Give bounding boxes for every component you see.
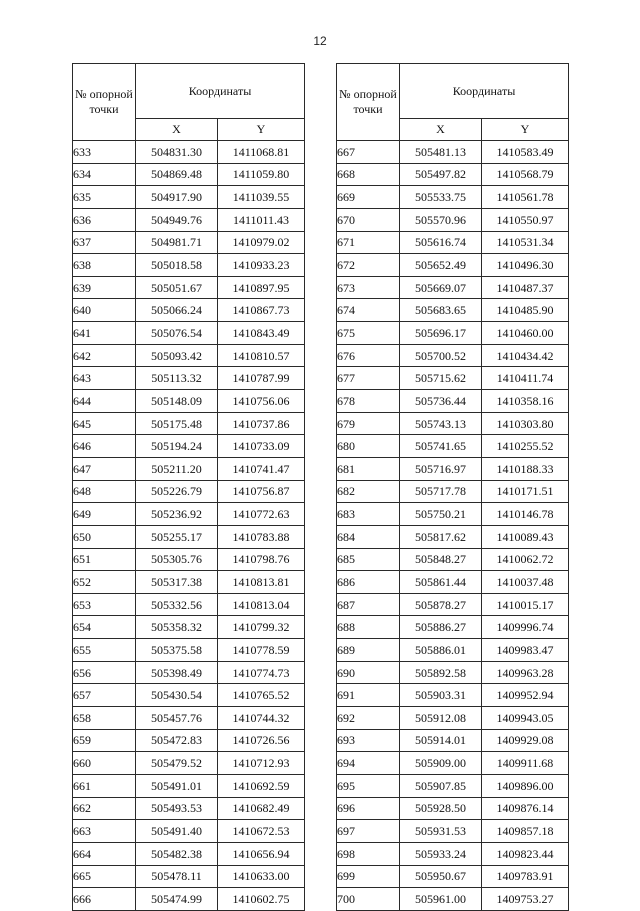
- x-coordinate-cell: 504981.71: [136, 231, 218, 254]
- table-row: [337, 774, 569, 797]
- y-coordinate-cell: 1409943.05: [482, 707, 569, 730]
- x-coordinate-cell: 505175.48: [136, 412, 218, 435]
- x-coordinate-cell: 505332.56: [136, 593, 218, 616]
- y-coordinate-cell: 1410692.59: [218, 774, 305, 797]
- point-number-cell: 695: [337, 774, 400, 797]
- table-row: [73, 435, 305, 458]
- y-coordinate-cell: 1410146.78: [482, 503, 569, 526]
- y-coordinate-cell: 1410756.06: [218, 390, 305, 413]
- y-coordinate-cell: 1410778.59: [218, 639, 305, 662]
- y-coordinate-cell: 1410411.74: [482, 367, 569, 390]
- point-number-cell: 684: [337, 525, 400, 548]
- header-y: Y: [218, 119, 305, 141]
- table-row: [73, 390, 305, 413]
- table-row: [73, 254, 305, 277]
- x-coordinate-cell: 505482.38: [136, 842, 218, 865]
- table-row: [73, 503, 305, 526]
- point-number-cell: 649: [73, 503, 136, 526]
- table-body-right: [337, 141, 569, 911]
- y-coordinate-cell: 1409963.28: [482, 661, 569, 684]
- point-number-cell: 656: [73, 661, 136, 684]
- point-number-cell: 692: [337, 707, 400, 730]
- table-row: [337, 593, 569, 616]
- y-coordinate-cell: 1409876.14: [482, 797, 569, 820]
- table-row: [337, 639, 569, 662]
- table-row: [337, 820, 569, 843]
- point-number-cell: 677: [337, 367, 400, 390]
- point-number-cell: 700: [337, 888, 400, 911]
- table-row: [337, 299, 569, 322]
- x-coordinate-cell: 505878.27: [400, 593, 482, 616]
- table-row: [337, 548, 569, 571]
- point-number-cell: 640: [73, 299, 136, 322]
- point-number-cell: 681: [337, 457, 400, 480]
- point-number-cell: 659: [73, 729, 136, 752]
- y-coordinate-cell: 1409929.08: [482, 729, 569, 752]
- point-number-cell: 665: [73, 865, 136, 888]
- x-coordinate-cell: 505398.49: [136, 661, 218, 684]
- x-coordinate-cell: 505886.01: [400, 639, 482, 662]
- table-row: [73, 571, 305, 594]
- point-number-cell: 682: [337, 480, 400, 503]
- y-coordinate-cell: 1410897.95: [218, 276, 305, 299]
- x-coordinate-cell: 505358.32: [136, 616, 218, 639]
- point-number-cell: 676: [337, 344, 400, 367]
- x-coordinate-cell: 505375.58: [136, 639, 218, 662]
- y-coordinate-cell: 1410531.34: [482, 231, 569, 254]
- y-coordinate-cell: 1409952.94: [482, 684, 569, 707]
- x-coordinate-cell: 505066.24: [136, 299, 218, 322]
- table-row: [73, 661, 305, 684]
- table-row: [73, 480, 305, 503]
- y-coordinate-cell: 1410787.99: [218, 367, 305, 390]
- y-coordinate-cell: 1410089.43: [482, 525, 569, 548]
- table-row: [337, 571, 569, 594]
- point-number-cell: 643: [73, 367, 136, 390]
- table-row: [337, 163, 569, 186]
- x-coordinate-cell: 505736.44: [400, 390, 482, 413]
- point-number-cell: 658: [73, 707, 136, 730]
- y-coordinate-cell: 1410756.87: [218, 480, 305, 503]
- y-coordinate-cell: 1410303.80: [482, 412, 569, 435]
- table-row: [337, 707, 569, 730]
- x-coordinate-cell: 505211.20: [136, 457, 218, 480]
- point-number-cell: 674: [337, 299, 400, 322]
- y-coordinate-cell: 1410188.33: [482, 457, 569, 480]
- table-row: [73, 344, 305, 367]
- x-coordinate-cell: 505113.32: [136, 367, 218, 390]
- point-number-cell: 694: [337, 752, 400, 775]
- point-number-cell: 648: [73, 480, 136, 503]
- y-coordinate-cell: 1410783.88: [218, 525, 305, 548]
- x-coordinate-cell: 505750.21: [400, 503, 482, 526]
- x-coordinate-cell: 504949.76: [136, 208, 218, 231]
- point-number-cell: 693: [337, 729, 400, 752]
- point-number-cell: 662: [73, 797, 136, 820]
- y-coordinate-cell: 1410062.72: [482, 548, 569, 571]
- x-coordinate-cell: 505491.01: [136, 774, 218, 797]
- x-coordinate-cell: 505933.24: [400, 842, 482, 865]
- table-row: [337, 661, 569, 684]
- point-number-cell: 678: [337, 390, 400, 413]
- point-number-cell: 668: [337, 163, 400, 186]
- table-row: [73, 412, 305, 435]
- y-coordinate-cell: 1410737.86: [218, 412, 305, 435]
- point-number-cell: 642: [73, 344, 136, 367]
- point-number-cell: 636: [73, 208, 136, 231]
- coordinates-table-right: [336, 63, 569, 911]
- table-row: [337, 684, 569, 707]
- y-coordinate-cell: 1410798.76: [218, 548, 305, 571]
- point-number-cell: 683: [337, 503, 400, 526]
- table-row: [337, 729, 569, 752]
- table-row: [337, 412, 569, 435]
- point-number-cell: 671: [337, 231, 400, 254]
- x-coordinate-cell: 505497.82: [400, 163, 482, 186]
- x-coordinate-cell: 505892.58: [400, 661, 482, 684]
- table-row: [73, 752, 305, 775]
- table-row: [73, 208, 305, 231]
- x-coordinate-cell: 505914.01: [400, 729, 482, 752]
- y-coordinate-cell: 1409823.44: [482, 842, 569, 865]
- y-coordinate-cell: 1410656.94: [218, 842, 305, 865]
- point-number-cell: 660: [73, 752, 136, 775]
- x-coordinate-cell: 505474.99: [136, 888, 218, 911]
- x-coordinate-cell: 505715.62: [400, 367, 482, 390]
- y-coordinate-cell: 1411011.43: [218, 208, 305, 231]
- y-coordinate-cell: 1410867.73: [218, 299, 305, 322]
- x-coordinate-cell: 505817.62: [400, 525, 482, 548]
- table-row: [73, 163, 305, 186]
- header-x: X: [400, 119, 482, 141]
- x-coordinate-cell: 505491.40: [136, 820, 218, 843]
- y-coordinate-cell: 1410843.49: [218, 322, 305, 345]
- y-coordinate-cell: 1410496.30: [482, 254, 569, 277]
- header-point-number: № опорной точки: [73, 64, 136, 141]
- table-row: [73, 729, 305, 752]
- point-number-cell: 646: [73, 435, 136, 458]
- point-number-cell: 680: [337, 435, 400, 458]
- table-row: [337, 231, 569, 254]
- x-coordinate-cell: 505457.76: [136, 707, 218, 730]
- y-coordinate-cell: 1410810.57: [218, 344, 305, 367]
- y-coordinate-cell: 1410561.78: [482, 186, 569, 209]
- point-number-cell: 696: [337, 797, 400, 820]
- point-number-cell: 687: [337, 593, 400, 616]
- y-coordinate-cell: 1410813.04: [218, 593, 305, 616]
- point-number-cell: 655: [73, 639, 136, 662]
- point-number-cell: 647: [73, 457, 136, 480]
- x-coordinate-cell: 505696.17: [400, 322, 482, 345]
- y-coordinate-cell: 1410460.00: [482, 322, 569, 345]
- x-coordinate-cell: 504831.30: [136, 141, 218, 164]
- x-coordinate-cell: 505907.85: [400, 774, 482, 797]
- point-number-cell: 637: [73, 231, 136, 254]
- point-number-cell: 686: [337, 571, 400, 594]
- x-coordinate-cell: 505148.09: [136, 390, 218, 413]
- point-number-cell: 663: [73, 820, 136, 843]
- y-coordinate-cell: 1409896.00: [482, 774, 569, 797]
- y-coordinate-cell: 1410765.52: [218, 684, 305, 707]
- header-y: Y: [482, 119, 569, 141]
- x-coordinate-cell: 505669.07: [400, 276, 482, 299]
- point-number-cell: 635: [73, 186, 136, 209]
- x-coordinate-cell: 505236.92: [136, 503, 218, 526]
- x-coordinate-cell: 505683.65: [400, 299, 482, 322]
- point-number-cell: 685: [337, 548, 400, 571]
- point-number-cell: 688: [337, 616, 400, 639]
- x-coordinate-cell: 505886.27: [400, 616, 482, 639]
- x-coordinate-cell: 505652.49: [400, 254, 482, 277]
- x-coordinate-cell: 505570.96: [400, 208, 482, 231]
- point-number-cell: 666: [73, 888, 136, 911]
- x-coordinate-cell: 505478.11: [136, 865, 218, 888]
- x-coordinate-cell: 505861.44: [400, 571, 482, 594]
- y-coordinate-cell: 1409983.47: [482, 639, 569, 662]
- x-coordinate-cell: 504917.90: [136, 186, 218, 209]
- point-number-cell: 650: [73, 525, 136, 548]
- y-coordinate-cell: 1410979.02: [218, 231, 305, 254]
- y-coordinate-cell: 1410583.49: [482, 141, 569, 164]
- table-row: [73, 774, 305, 797]
- table-row: [337, 435, 569, 458]
- y-coordinate-cell: 1411068.81: [218, 141, 305, 164]
- table-row: [73, 367, 305, 390]
- table-row: [337, 457, 569, 480]
- y-coordinate-cell: 1410602.75: [218, 888, 305, 911]
- y-coordinate-cell: 1409911.68: [482, 752, 569, 775]
- x-coordinate-cell: 505716.97: [400, 457, 482, 480]
- y-coordinate-cell: 1410733.09: [218, 435, 305, 458]
- point-number-cell: 633: [73, 141, 136, 164]
- point-number-cell: 644: [73, 390, 136, 413]
- point-number-cell: 698: [337, 842, 400, 865]
- y-coordinate-cell: 1410434.42: [482, 344, 569, 367]
- x-coordinate-cell: 505931.53: [400, 820, 482, 843]
- x-coordinate-cell: 505317.38: [136, 571, 218, 594]
- table-row: [73, 141, 305, 164]
- point-number-cell: 639: [73, 276, 136, 299]
- table-row: [73, 842, 305, 865]
- table-row: [337, 842, 569, 865]
- table-row: [337, 480, 569, 503]
- table-row: [73, 322, 305, 345]
- y-coordinate-cell: 1410485.90: [482, 299, 569, 322]
- x-coordinate-cell: 505909.00: [400, 752, 482, 775]
- x-coordinate-cell: 504869.48: [136, 163, 218, 186]
- table-row: [337, 141, 569, 164]
- y-coordinate-cell: 1409753.27: [482, 888, 569, 911]
- point-number-cell: 689: [337, 639, 400, 662]
- y-coordinate-cell: 1409783.91: [482, 865, 569, 888]
- x-coordinate-cell: 505848.27: [400, 548, 482, 571]
- table-body-left: [73, 141, 305, 911]
- y-coordinate-cell: 1409857.18: [482, 820, 569, 843]
- point-number-cell: 638: [73, 254, 136, 277]
- table-row: [73, 276, 305, 299]
- table-row: [73, 888, 305, 911]
- y-coordinate-cell: 1411039.55: [218, 186, 305, 209]
- y-coordinate-cell: 1410487.37: [482, 276, 569, 299]
- table-row: [73, 593, 305, 616]
- point-number-cell: 690: [337, 661, 400, 684]
- table-row: [73, 865, 305, 888]
- x-coordinate-cell: 505226.79: [136, 480, 218, 503]
- table-row: [73, 299, 305, 322]
- x-coordinate-cell: 505481.13: [400, 141, 482, 164]
- coordinates-table-left: [72, 63, 305, 911]
- y-coordinate-cell: 1410255.52: [482, 435, 569, 458]
- table-row: [73, 820, 305, 843]
- y-coordinate-cell: 1410741.47: [218, 457, 305, 480]
- point-number-cell: 670: [337, 208, 400, 231]
- y-coordinate-cell: 1410682.49: [218, 797, 305, 820]
- point-number-cell: 679: [337, 412, 400, 435]
- y-coordinate-cell: 1410933.23: [218, 254, 305, 277]
- table-row: [337, 616, 569, 639]
- y-coordinate-cell: 1410015.17: [482, 593, 569, 616]
- x-coordinate-cell: 505961.00: [400, 888, 482, 911]
- table-row: [337, 344, 569, 367]
- table-row: [73, 457, 305, 480]
- point-number-cell: 699: [337, 865, 400, 888]
- y-coordinate-cell: 1410633.00: [218, 865, 305, 888]
- point-number-cell: 675: [337, 322, 400, 345]
- point-number-cell: 634: [73, 163, 136, 186]
- point-number-cell: 654: [73, 616, 136, 639]
- table-row: [73, 616, 305, 639]
- table-row: [73, 548, 305, 571]
- table-row: [73, 707, 305, 730]
- table-row: [73, 797, 305, 820]
- x-coordinate-cell: 505076.54: [136, 322, 218, 345]
- table-row: [337, 276, 569, 299]
- x-coordinate-cell: 505700.52: [400, 344, 482, 367]
- y-coordinate-cell: 1410568.79: [482, 163, 569, 186]
- x-coordinate-cell: 505051.67: [136, 276, 218, 299]
- x-coordinate-cell: 505912.08: [400, 707, 482, 730]
- point-number-cell: 664: [73, 842, 136, 865]
- point-number-cell: 697: [337, 820, 400, 843]
- table-row: [337, 367, 569, 390]
- point-number-cell: 641: [73, 322, 136, 345]
- x-coordinate-cell: 505950.67: [400, 865, 482, 888]
- point-number-cell: 657: [73, 684, 136, 707]
- x-coordinate-cell: 505472.83: [136, 729, 218, 752]
- x-coordinate-cell: 505616.74: [400, 231, 482, 254]
- x-coordinate-cell: 505717.78: [400, 480, 482, 503]
- y-coordinate-cell: 1410550.97: [482, 208, 569, 231]
- y-coordinate-cell: 1410744.32: [218, 707, 305, 730]
- point-number-cell: 672: [337, 254, 400, 277]
- header-coordinates: Координаты: [136, 64, 305, 119]
- point-number-cell: 661: [73, 774, 136, 797]
- y-coordinate-cell: 1410712.93: [218, 752, 305, 775]
- x-coordinate-cell: 505194.24: [136, 435, 218, 458]
- x-coordinate-cell: 505533.75: [400, 186, 482, 209]
- y-coordinate-cell: 1410799.32: [218, 616, 305, 639]
- point-number-cell: 645: [73, 412, 136, 435]
- header-x: X: [136, 119, 218, 141]
- y-coordinate-cell: 1411059.80: [218, 163, 305, 186]
- table-row: [337, 752, 569, 775]
- table-row: [73, 639, 305, 662]
- y-coordinate-cell: 1410726.56: [218, 729, 305, 752]
- y-coordinate-cell: 1409996.74: [482, 616, 569, 639]
- table-row: [337, 503, 569, 526]
- y-coordinate-cell: 1410774.73: [218, 661, 305, 684]
- table-row: [337, 390, 569, 413]
- x-coordinate-cell: 505093.42: [136, 344, 218, 367]
- table-row: [73, 231, 305, 254]
- y-coordinate-cell: 1410037.48: [482, 571, 569, 594]
- y-coordinate-cell: 1410772.63: [218, 503, 305, 526]
- x-coordinate-cell: 505018.58: [136, 254, 218, 277]
- table-row: [337, 322, 569, 345]
- header-coordinates: Координаты: [400, 64, 569, 119]
- table-row: [337, 865, 569, 888]
- y-coordinate-cell: 1410672.53: [218, 820, 305, 843]
- table-row: [73, 525, 305, 548]
- x-coordinate-cell: 505479.52: [136, 752, 218, 775]
- table-row: [337, 208, 569, 231]
- y-coordinate-cell: 1410171.51: [482, 480, 569, 503]
- point-number-cell: 653: [73, 593, 136, 616]
- x-coordinate-cell: 505255.17: [136, 525, 218, 548]
- point-number-cell: 652: [73, 571, 136, 594]
- y-coordinate-cell: 1410813.81: [218, 571, 305, 594]
- x-coordinate-cell: 505493.53: [136, 797, 218, 820]
- point-number-cell: 669: [337, 186, 400, 209]
- header-point-number: № опорной точки: [337, 64, 400, 141]
- x-coordinate-cell: 505743.13: [400, 412, 482, 435]
- table-row: [337, 797, 569, 820]
- page-number: 12: [313, 34, 327, 48]
- x-coordinate-cell: 505928.50: [400, 797, 482, 820]
- table-row: [337, 888, 569, 911]
- point-number-cell: 651: [73, 548, 136, 571]
- x-coordinate-cell: 505741.65: [400, 435, 482, 458]
- point-number-cell: 673: [337, 276, 400, 299]
- table-row: [337, 254, 569, 277]
- x-coordinate-cell: 505903.31: [400, 684, 482, 707]
- x-coordinate-cell: 505430.54: [136, 684, 218, 707]
- point-number-cell: 691: [337, 684, 400, 707]
- y-coordinate-cell: 1410358.16: [482, 390, 569, 413]
- x-coordinate-cell: 505305.76: [136, 548, 218, 571]
- table-row: [337, 186, 569, 209]
- table-row: [73, 684, 305, 707]
- table-row: [73, 186, 305, 209]
- table-row: [337, 525, 569, 548]
- point-number-cell: 667: [337, 141, 400, 164]
